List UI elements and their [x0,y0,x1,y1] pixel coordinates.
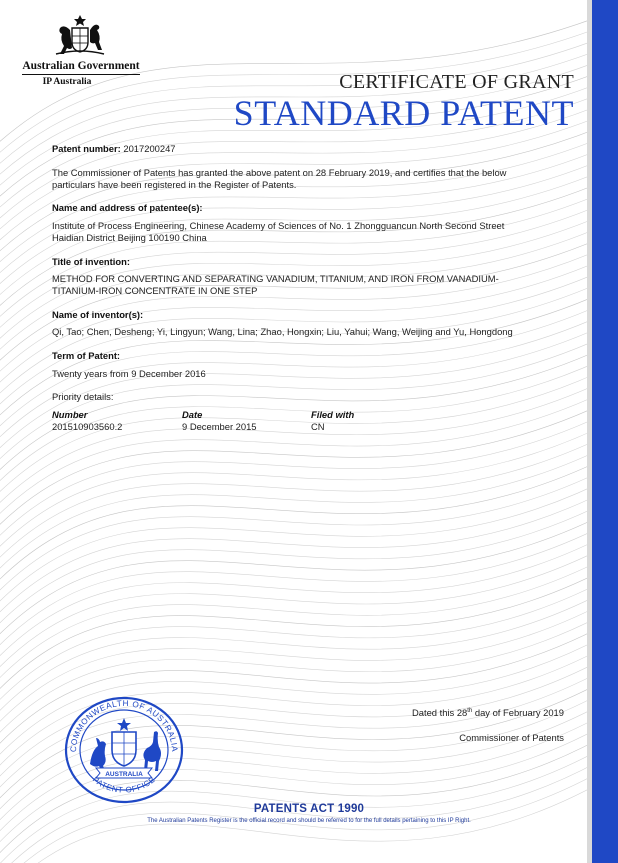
patentee-section [52,202,572,244]
wave-line [0,495,618,655]
patent-office-seal-icon [62,692,186,804]
invention-title-line: METHOD FOR CONVERTING AND SEPARATING VANADIUM, TITANIUM, AND IRON FROM VANADIUM- [52,273,499,284]
wave-line [0,396,618,556]
patentee-address-line: Institute of Process Engineering, Chinese Academy of Sciences of No. 1 Zhongguancun North Second Street [52,220,505,231]
government-name: Australian Government [22,60,140,75]
wave-line [0,517,618,677]
certificate-heading: CERTIFICATE OF GRANT [339,71,574,93]
term-value: Twenty years from 9 December 2016 [52,368,206,379]
dated-ordinal: th [467,707,473,714]
act-title: PATENTS ACT 1990 [253,803,365,815]
side-stripe-blue [592,0,618,863]
priority-filed-with: CN [311,421,325,432]
patent-number-label: Patent number: [52,143,121,154]
patent-number-value: 2017200247 [123,143,176,154]
grant-statement-line: particulars have been registered in the Register of Patents. [52,179,297,190]
wave-line [0,506,618,666]
priority-header-filed: Filed with [311,409,355,420]
patent-number-line [52,143,572,155]
seal-top-text: COMMONWEALTH OF AUSTRALIA [68,698,180,753]
wave-line [0,363,618,523]
dated-prefix: Dated this 28 [412,707,468,718]
wave-line [0,550,618,710]
wave-line [0,539,618,699]
priority-header-date: Date [182,409,203,420]
patentee-label: Name and address of patentee(s): [52,202,203,213]
patentee-address-line: Haidian District Beijing 100190 China [52,232,207,243]
wave-line [0,473,618,633]
wave-line [0,418,618,578]
wave-line [0,462,618,622]
inventors-label: Name of inventor(s): [52,309,144,320]
certificate-title: STANDARD PATENT [233,93,574,133]
priority-label: Priority details: [52,391,114,402]
register-note: The Australian Patents Register is the official record and should be referred to for the full details pertaining to this IP Right. [147,818,471,824]
term-label: Term of Patent: [52,350,121,361]
seal-banner-text: AUSTRALIA [105,771,143,778]
wave-line [0,484,618,644]
wave-line [0,429,618,589]
grant-statement-line: The Commissioner of Patents has granted the above patent on 28 February 2019, and certifies that the below [52,167,507,178]
invention-title-line: TITANIUM-IRON CONCENTRATE IN ONE STEP [52,285,258,296]
term-section [52,350,572,380]
commissioner-title: Commissioner of Patents [459,732,564,743]
dated-line [412,707,564,718]
inventors-list: Qi, Tao; Chen, Desheng; Yi, Lingyun; Wang, Lina; Zhao, Hongxin; Liu, Yahui; Wang, Weijing and Yu, Hongdong [52,326,513,337]
inventors-section [52,309,572,338]
wave-line [0,451,618,611]
wave-line [0,440,618,600]
priority-date: 9 December 2015 [182,421,257,432]
invention-label: Title of invention: [52,256,130,267]
grant-statement [52,167,572,191]
priority-number: 201510903560.2 [52,421,123,432]
wave-line [0,528,618,688]
seal-bottom-text: PATENT OFFICE [90,774,158,795]
invention-section [52,256,572,297]
coat-of-arms-icon [48,14,112,58]
agency-name: IP Australia [42,77,92,87]
dated-suffix: day of February 2019 [472,707,564,718]
wave-line [0,385,618,545]
priority-header-number: Number [52,409,88,420]
